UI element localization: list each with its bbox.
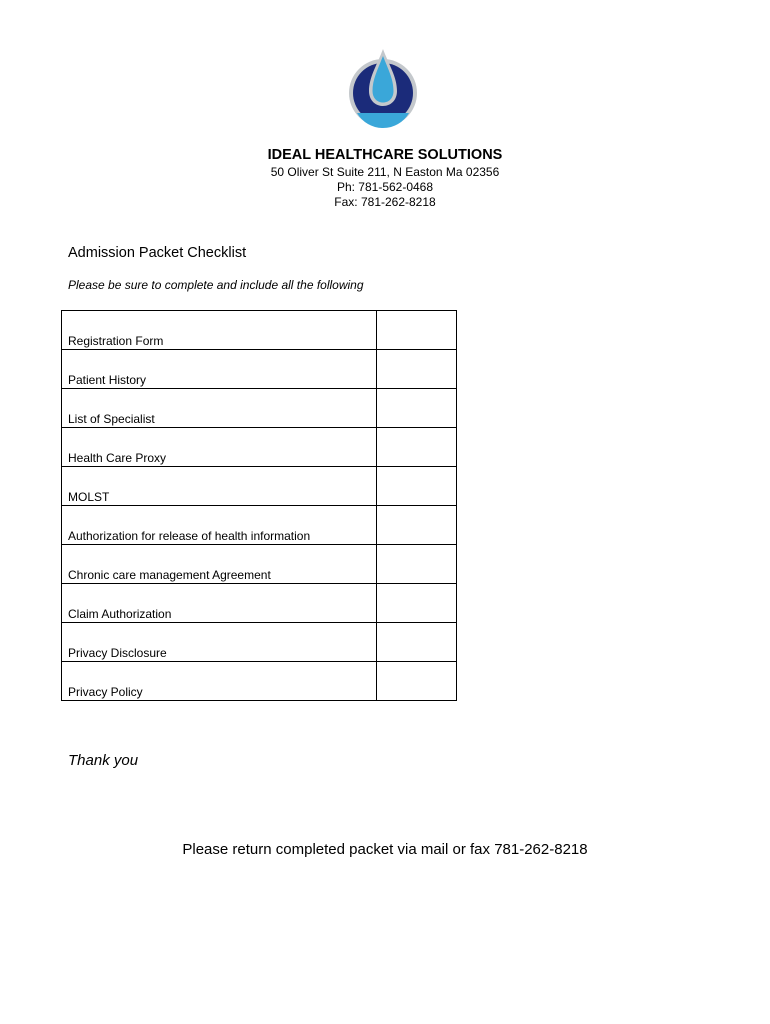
page-title: Admission Packet Checklist (68, 245, 247, 261)
company-phone: Ph: 781-562-0468 (336, 180, 434, 194)
checklist-checkbox[interactable] (377, 506, 457, 545)
table-row (62, 389, 457, 428)
checklist-item-label: Health Care Proxy (68, 451, 167, 465)
checklist-item-label: Claim Authorization (68, 607, 172, 621)
checklist-item-label: MOLST (68, 490, 110, 504)
checklist-checkbox[interactable] (377, 389, 457, 428)
checklist-checkbox[interactable] (377, 467, 457, 506)
table-row (62, 545, 457, 584)
company-contact (0, 165, 770, 210)
checklist-item-label: Privacy Disclosure (68, 646, 167, 660)
table-row (62, 467, 457, 506)
table-row (62, 428, 457, 467)
checklist-item-label: Chronic care management Agreement (68, 568, 271, 582)
checklist-item-label: List of Specialist (68, 412, 155, 426)
checklist-table (61, 310, 457, 701)
checklist-item-label: Privacy Policy (68, 685, 143, 699)
company-name: IDEAL HEALTHCARE SOLUTIONS (267, 147, 503, 163)
checklist-checkbox[interactable] (377, 350, 457, 389)
company-address: 50 Oliver St Suite 211, N Easton Ma 02356 (270, 165, 500, 179)
checklist-checkbox[interactable] (377, 545, 457, 584)
company-fax: Fax: 781-262-8218 (334, 195, 436, 209)
table-row (62, 584, 457, 623)
table-row (62, 506, 457, 545)
table-row (62, 662, 457, 701)
checklist-checkbox[interactable] (377, 662, 457, 701)
table-row (62, 311, 457, 350)
thank-you-text: Thank you (68, 752, 139, 769)
checklist-checkbox[interactable] (377, 584, 457, 623)
checklist-item-label: Patient History (68, 373, 147, 387)
checklist-checkbox[interactable] (377, 428, 457, 467)
checklist-item-label: Authorization for release of health information (68, 529, 311, 543)
table-row (62, 350, 457, 389)
table-row (62, 623, 457, 662)
checklist-checkbox[interactable] (377, 623, 457, 662)
instructions-text: Please be sure to complete and include all the following (68, 278, 364, 292)
checklist-checkbox[interactable] (377, 311, 457, 350)
water-drop-logo (347, 47, 419, 133)
checklist-item-label: Registration Form (68, 334, 164, 348)
return-instructions: Please return completed packet via mail or fax 781-262-8218 (182, 841, 588, 858)
